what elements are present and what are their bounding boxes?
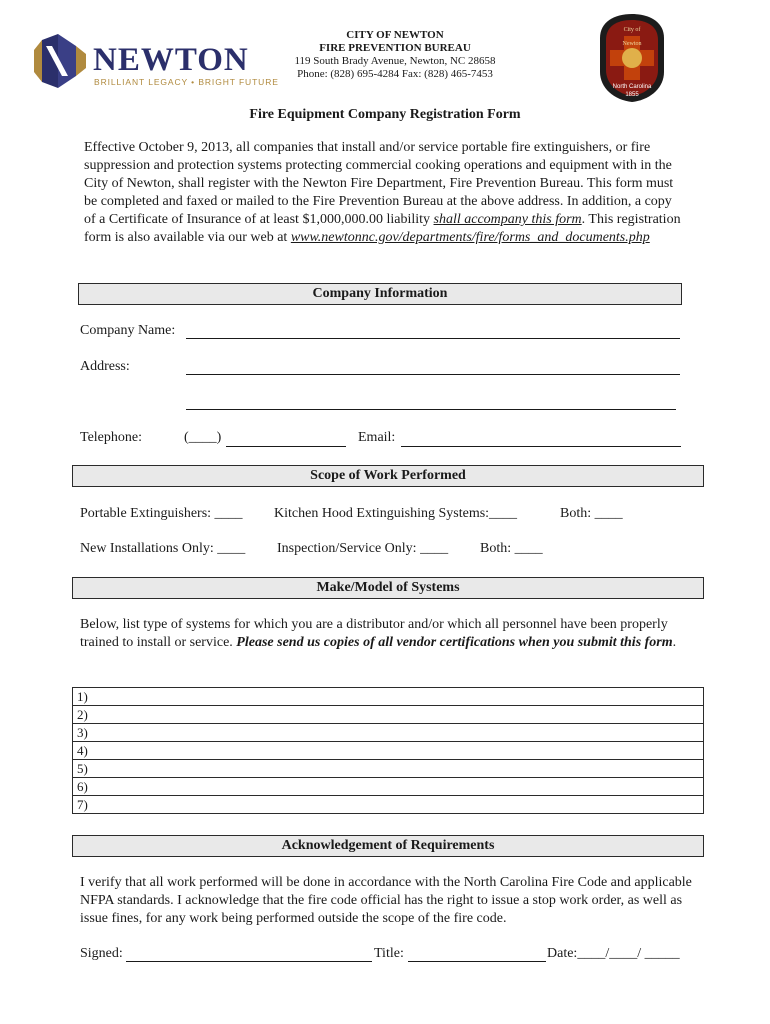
header-bureau: FIRE PREVENTION BUREAU xyxy=(319,42,471,54)
header-city: CITY OF NEWTON xyxy=(346,29,444,41)
systems-list-row-2[interactable]: 2) xyxy=(73,706,703,724)
date-field[interactable]: Date:____/____/ _____ xyxy=(547,946,680,961)
instructions-bold-text: Please send us copies of all vendor certifications when you submit this form xyxy=(236,635,673,650)
email-label: Email: xyxy=(358,430,396,445)
new-installations-field[interactable]: New Installations Only: ____ xyxy=(80,541,246,556)
title-label: Title: xyxy=(374,946,404,961)
telephone-area-code: (____) xyxy=(184,430,222,445)
intro-paragraph xyxy=(84,139,684,247)
instructions-end: . xyxy=(672,635,677,650)
make-model-heading: Make/Model of Systems xyxy=(72,577,704,599)
systems-list-row-6[interactable]: 6) xyxy=(73,778,703,796)
inspection-service-field[interactable]: Inspection/Service Only: ____ xyxy=(277,541,449,556)
address-line-1-field[interactable] xyxy=(186,374,680,375)
systems-list-row-3[interactable]: 3) xyxy=(73,724,703,742)
forms-url-link[interactable]: www.newtonnc.gov/departments/fire/forms_and_documents.php xyxy=(290,230,650,245)
scope-both-field[interactable]: Both: ____ xyxy=(560,506,623,521)
address-label: Address: xyxy=(80,359,130,374)
company-name-label: Company Name: xyxy=(80,323,176,338)
systems-list-row-1[interactable]: 1) xyxy=(73,688,703,706)
telephone-label: Telephone: xyxy=(80,430,142,445)
fire-department-badge-icon xyxy=(596,12,668,104)
systems-list-row-7[interactable]: 7) xyxy=(77,797,88,812)
newton-logo-tagline: BRILLIANT LEGACY • BRIGHT FUTURE xyxy=(94,77,279,87)
kitchen-hood-field[interactable]: Kitchen Hood Extinguishing Systems:____ xyxy=(274,506,518,521)
acknowledgement-text: I verify that all work performed will be done in accordance with the North Carolina Fire Code and applicable NFPA standards. I acknowledge that the fire code official has the right to issue a stop work order, as well as issue fines, for any work being performed outside the scope of the fire code. xyxy=(80,875,692,926)
systems-list-row-4[interactable]: 4) xyxy=(73,742,703,760)
telephone-field[interactable] xyxy=(226,446,346,447)
signed-label: Signed: xyxy=(80,946,123,961)
badge-year-text: 1855 xyxy=(625,92,639,98)
service-both-field[interactable]: Both: ____ xyxy=(480,541,543,556)
intro-text-after: . This registration form is also available via our web at xyxy=(84,212,681,245)
header-address: 119 South Brady Avenue, Newton, NC 28658 xyxy=(294,55,496,67)
acknowledgement-heading: Acknowledgement of Requirements xyxy=(72,835,704,857)
portable-extinguishers-field[interactable]: Portable Extinguishers: ____ xyxy=(80,506,243,521)
company-info-heading: Company Information xyxy=(78,283,682,305)
badge-top-text: City of xyxy=(623,27,641,33)
header-phone-fax: Phone: (828) 695-4284 Fax: (828) 465-7453 xyxy=(297,68,493,80)
make-model-instructions xyxy=(80,616,690,652)
systems-list-row-5[interactable]: 5) xyxy=(73,760,703,778)
form-title: Fire Equipment Company Registration Form xyxy=(249,107,521,122)
intro-emphasis: shall accompany this form xyxy=(433,212,582,227)
title-field[interactable] xyxy=(408,961,546,962)
signature-field[interactable] xyxy=(126,961,372,962)
newton-logo-mark-icon xyxy=(32,32,88,90)
badge-city-text: Newton xyxy=(622,41,642,47)
address-line-2-field[interactable] xyxy=(186,409,676,410)
badge-state-text: North Carolina xyxy=(612,84,652,90)
company-name-field[interactable] xyxy=(186,338,680,339)
systems-list xyxy=(72,687,704,814)
newton-logo-wordmark: NEWTON xyxy=(93,42,249,78)
scope-heading: Scope of Work Performed xyxy=(72,465,704,487)
instructions-text: Below, list type of systems for which you are a distributor and/or which all personnel have been properly trained to install or service. xyxy=(80,617,668,650)
email-field[interactable] xyxy=(401,446,681,447)
intro-text-before: Effective October 9, 2013, all companies that install and/or service portable fire extinguishers, or fire suppression and protection systems protecting commercial cooking operations and equipment with in the City of Newton, shall register with the Newton Fire Department, Fire Prevention Bureau. This form must be completed and faxed or mailed to the Fire Prevention Bureau at the above address. In addition, a copy of a Certificate of Insurance of at least $1,000,000.00 liability xyxy=(84,140,674,227)
